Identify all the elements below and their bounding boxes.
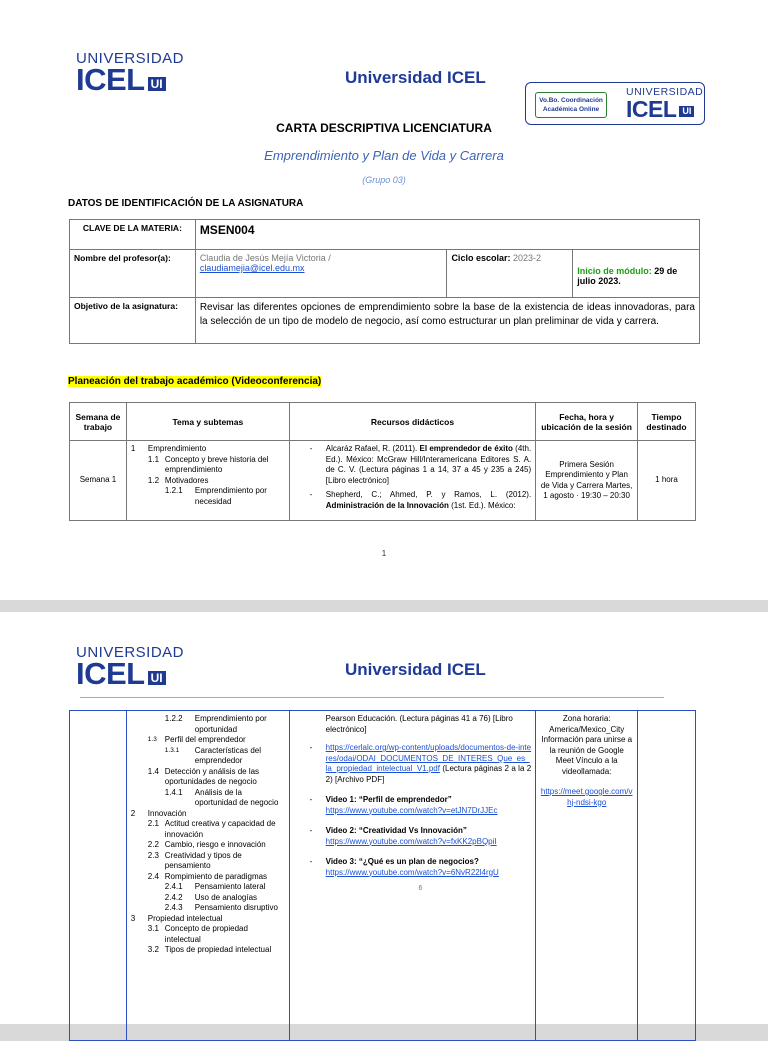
header-recursos: Recursos didácticos bbox=[289, 403, 535, 441]
tema-item: 2 Innovación bbox=[130, 808, 187, 818]
row1-semana: Semana 1 bbox=[70, 441, 127, 521]
tema-item: 3.1 Concepto de propiedad intelectual bbox=[147, 924, 248, 944]
row2-fecha bbox=[536, 711, 638, 1041]
logo-badge: UI bbox=[148, 77, 166, 91]
video3-title: Video 3: “¿Qué es un plan de negocios? bbox=[325, 857, 479, 866]
ciclo-label: Ciclo escolar: bbox=[451, 253, 511, 263]
logo-main-text-2: ICEL bbox=[76, 656, 145, 691]
objetivo-label: Objetivo de la asignatura: bbox=[70, 298, 196, 344]
recurso-item: - https://cerlalc.org/wp-content/uploads/documentos-de-interes/odai/ODAI_DOCUMENTOS_DE_INTERES_Que_es_la_propiedad_intelectual_V1.pdf (Lectura páginas 2 a la 22) [Archivo PDF] bbox=[309, 743, 532, 784]
id-section-heading: DATOS DE IDENTIFICACIÓN DE LA ASIGNATURA bbox=[68, 198, 304, 209]
inicio-cell bbox=[573, 250, 700, 298]
plan-heading bbox=[68, 376, 321, 387]
stamp-logo-main-text: ICEL bbox=[626, 96, 677, 122]
university-logo-2 bbox=[76, 644, 185, 691]
tema-item: 2.4.2 Uso de analogías bbox=[164, 892, 258, 902]
ciclo-cell bbox=[447, 250, 573, 298]
clave-value: MSEN004 bbox=[195, 220, 699, 250]
plan-table-page1 bbox=[69, 402, 696, 521]
inicio-label: Inicio de módulo: bbox=[577, 266, 652, 276]
clave-label: CLAVE DE LA MATERIA: bbox=[70, 220, 196, 250]
logo-top-text-2: UNIVERSIDAD bbox=[76, 644, 185, 661]
tema-item: 1.1 Concepto y breve historia del emprendimiento bbox=[147, 454, 269, 474]
profesor-email-link[interactable]: claudiamejia@icel.edu.mx bbox=[199, 263, 305, 273]
tema-item: 3 Propiedad intelectual bbox=[130, 913, 223, 923]
tema-item: 1.2.1 Emprendimiento por necesidad bbox=[164, 486, 267, 506]
stamp-logo-badge: UI bbox=[679, 106, 694, 117]
row1-recursos bbox=[289, 441, 535, 521]
video2-title: Video 2: “Creatividad Vs Innovación” bbox=[325, 826, 467, 835]
row1-fecha: Primera Sesión Emprendimiento y Plan de Vida y Carrera Martes, 1 agosto · 19:30 – 20:30 bbox=[536, 441, 638, 521]
row2-tiempo bbox=[638, 711, 696, 1041]
inicio-value: 29 de julio 2023. bbox=[577, 266, 678, 286]
tema-item: 1.4.1 Análisis de la oportunidad de negocio bbox=[164, 787, 279, 807]
page-number-1: 1 bbox=[381, 549, 387, 558]
tema-item: 2.4 Rompimiento de paradigmas bbox=[147, 871, 268, 881]
tema-item: 1.2.2 Emprendimiento por oportunidad bbox=[164, 714, 267, 734]
tema-item: 3.2 Tipos de propiedad intelectual bbox=[147, 945, 272, 954]
tema-item: 1.3 Perfil del emprendedor bbox=[147, 735, 246, 744]
stamp-logo bbox=[626, 86, 704, 122]
logo-badge-2: UI bbox=[148, 671, 166, 685]
cerlalc-link[interactable]: https://cerlalc.org/wp-content/uploads/documentos-de-interes/odai/ODAI_DOCUMENTOS_DE_INTERES_Que_es_la_propiedad_intelectual_V1.pdf bbox=[325, 743, 532, 773]
header-tema: Tema y subtemas bbox=[126, 403, 289, 441]
profesor-name: Claudia de Jesús Mejía Victoria / bbox=[199, 253, 331, 263]
document-title: CARTA DESCRIPTIVA LICENCIATURA bbox=[276, 121, 492, 135]
identification-table bbox=[69, 219, 700, 344]
university-title-2: Universidad ICEL bbox=[345, 660, 486, 679]
video-item: - Video 2: “Creatividad Vs Innovación” https://www.youtube.com/watch?v=fxKK2pBQpiI bbox=[309, 826, 497, 846]
stamp-text-line2: Académica Online bbox=[542, 106, 600, 113]
approval-stamp bbox=[525, 82, 705, 125]
tema-item: 1 Emprendimiento bbox=[130, 444, 207, 453]
tema-item: 2.1 Actitud creativa y capacidad de innovación bbox=[147, 819, 276, 839]
profesor-cell bbox=[195, 250, 447, 298]
header-divider bbox=[80, 697, 664, 698]
row1-temas bbox=[126, 441, 289, 521]
inner-page-number: 6 bbox=[418, 885, 423, 892]
logo-top-text: UNIVERSIDAD bbox=[76, 50, 185, 67]
profesor-label: Nombre del profesor(a): bbox=[70, 250, 196, 298]
tema-item: 2.2 Cambio, riesgo e innovación bbox=[147, 840, 266, 849]
video-item: - Video 3: “¿Qué es un plan de negocios? https://www.youtube.com/watch?v=6NvR22l4rgU bbox=[309, 857, 499, 877]
recurso-item: - Alcaráz Rafael, R. (2011). El emprendedor de éxito (4th. Ed.). México: McGraw Hill/Interamericana Editores S. A. de C. V. (Lectura páginas 1 a 14, 37 a 45 y 235 a 245) [Libro electrónico] bbox=[309, 444, 532, 485]
header-tiempo: Tiempo destinado bbox=[638, 403, 696, 441]
objetivo-value: Revisar las diferentes opciones de emprendimiento sobre la base de la existencia de ideas innovadoras, para la selección de un tipo de modelo de negocio, así como estructurar un plan preliminar de vida y carrera. bbox=[195, 298, 699, 344]
header-semana: Semana de trabajo bbox=[70, 403, 127, 441]
video-item: - Video 1: “Perfil de emprendedor” https://www.youtube.com/watch?v=etJN7DrJJEc bbox=[309, 795, 498, 815]
tema-item: 1.3.1 Características del emprendedor bbox=[164, 745, 262, 765]
recurso-continuation: Pearson Educación. (Lectura páginas 41 a 76) [Libro electrónico] bbox=[325, 714, 513, 734]
video1-title: Video 1: “Perfil de emprendedor” bbox=[325, 795, 452, 804]
document-page-2 bbox=[0, 612, 768, 1024]
plan-table-page2 bbox=[69, 710, 696, 1041]
subject-title: Emprendimiento y Plan de Vida y Carrera bbox=[264, 148, 504, 163]
ciclo-value: 2023-2 bbox=[512, 253, 542, 263]
tema-item: 2.4.1 Pensamiento lateral bbox=[164, 882, 266, 891]
stamp-text-box bbox=[535, 92, 607, 118]
university-logo bbox=[76, 50, 185, 97]
meet-link[interactable]: https://meet.google.com/vhj-ndsi-kgo bbox=[540, 787, 633, 807]
stamp-text-line1: Vo.Bo. Coordinación bbox=[539, 97, 603, 104]
meeting-info: Zona horaria: America/Mexico_City Información para unirse a la reunión de Google Meet Vínculo a la videollamada: bbox=[541, 714, 633, 776]
row1-tiempo: 1 hora bbox=[638, 441, 696, 521]
tema-item: 1.4 Detección y análisis de las oportunidades de negocio bbox=[147, 766, 260, 786]
video1-link[interactable]: https://www.youtube.com/watch?v=etJN7DrJJEc bbox=[325, 805, 498, 815]
recurso-item: - Shepherd, C.; Ahmed, P. y Ramos, L. (2012). Administración de la Innovación (1st. Ed.). México: bbox=[309, 490, 532, 510]
group-label: (Grupo 03) bbox=[362, 175, 406, 185]
tema-item: 1.2 Motivadores bbox=[147, 475, 209, 485]
tema-item: 2.3 Creatividad y tipos de pensamiento bbox=[147, 850, 242, 870]
tema-item: 2.4.3 Pensamiento disruptivo bbox=[164, 903, 278, 912]
header-fecha: Fecha, hora y ubicación de la sesión bbox=[536, 403, 638, 441]
video2-link[interactable]: https://www.youtube.com/watch?v=fxKK2pBQpiI bbox=[325, 836, 497, 846]
row2-semana bbox=[70, 711, 127, 1041]
plan-heading-text: Planeación del trabajo académico (Videoconferencia) bbox=[68, 376, 322, 387]
video3-link[interactable]: https://www.youtube.com/watch?v=6NvR22l4rgU bbox=[325, 867, 499, 877]
university-title: Universidad ICEL bbox=[345, 68, 486, 87]
stamp-logo-top-text: UNIVERSIDAD bbox=[626, 86, 704, 98]
logo-main-text: ICEL bbox=[76, 62, 145, 97]
row2-temas bbox=[126, 711, 289, 1041]
row2-recursos bbox=[289, 711, 536, 1041]
